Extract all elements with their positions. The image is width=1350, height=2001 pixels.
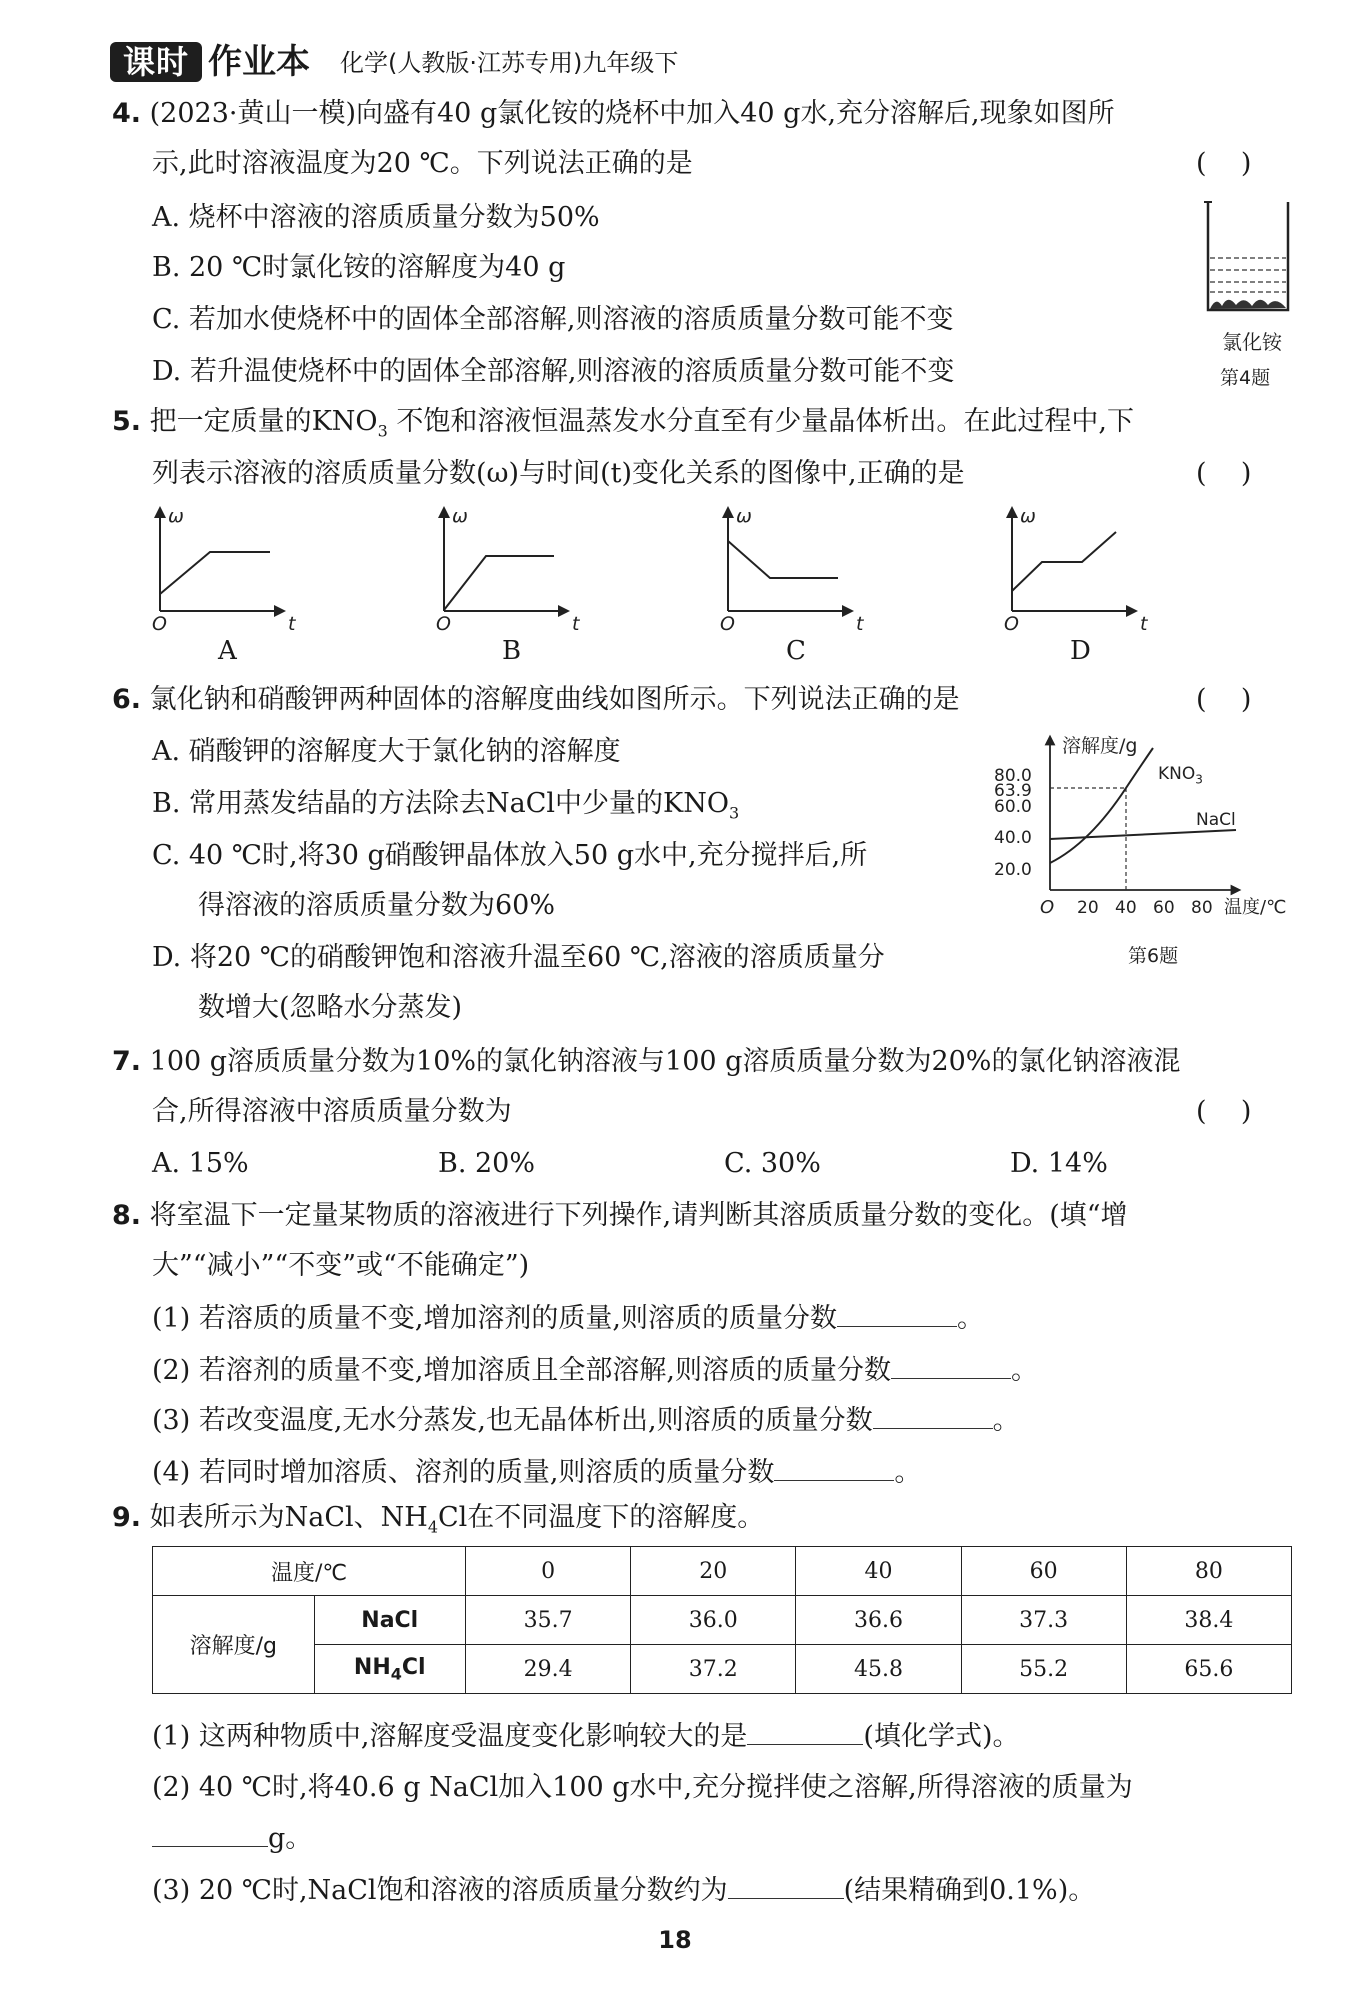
table-header-solubility: 溶解度/g (153, 1596, 315, 1694)
q4-answer-paren: ( ) (1196, 148, 1252, 179)
q9-blank-1[interactable] (747, 1718, 863, 1745)
q9-sub-3 (152, 1872, 1095, 1909)
page-number: 18 (658, 1926, 692, 1954)
q9-blank-2[interactable] (152, 1820, 268, 1847)
graph-a-x-label: t (288, 613, 296, 635)
beaker-figure (1202, 198, 1296, 318)
table-cell-nh4cl: 65.6 (1126, 1645, 1291, 1694)
q8-sub-2 (152, 1352, 1038, 1389)
q8-sub-4-text: (4) 若同时增加溶质、溶剂的质量,则溶质的质量分数 (152, 1457, 775, 1488)
q5-stem-1-sub: 3 (377, 421, 388, 441)
kno3-label (1158, 762, 1203, 791)
q4-stem-2: 示,此时溶液温度为20 ℃。下列说法正确的是 (152, 148, 693, 179)
q8-sub-4 (152, 1454, 921, 1491)
q9-stem-b: Cl在不同温度下的溶解度。 (438, 1502, 765, 1533)
q9-sub-2-cont (152, 1820, 312, 1857)
q4-stem-1: (2023·黄山一模)向盛有40 g氯化铵的烧杯中加入40 g水,充分溶解后,现象如图所 (149, 98, 1115, 129)
ytick-63-9: 63.9 (994, 781, 1032, 801)
kno3-label-text: KNO (1158, 764, 1196, 784)
q8-sub-3-end: 。 (992, 1405, 1020, 1436)
q9-sub-3-text: (3) 20 ℃时,NaCl饱和溶液的溶质质量分数约为 (152, 1875, 728, 1906)
q4-option-c: C. 若加水使烧杯中的固体全部溶解,则溶液的溶质质量分数可能不变 (152, 304, 954, 335)
table-cell-temp: 80 (1126, 1547, 1291, 1596)
q7-option-d: D. 14% (1010, 1148, 1108, 1179)
beaker-icon (1204, 202, 1288, 310)
graph-d-x-label: t (1140, 613, 1148, 635)
table-cell-temp: 60 (961, 1547, 1126, 1596)
chart-y-label: 溶解度/g (1062, 735, 1138, 757)
q4-figure-caption: 第4题 (1220, 367, 1271, 389)
chart-x-label: 温度/℃ (1224, 897, 1287, 918)
q5-answer-paren: ( ) (1196, 458, 1252, 489)
q7-option-a: A. 15% (152, 1148, 249, 1179)
q7-option-c: C. 30% (724, 1148, 821, 1179)
graph-c-y-label: ω (736, 505, 752, 527)
q4-option-a: A. 烧杯中溶液的溶质质量分数为50% (152, 202, 600, 233)
table-cell-nh4cl: 45.8 (796, 1645, 961, 1694)
ytick-80: 80.0 (994, 766, 1032, 786)
q7-stem-2: 合,所得溶液中溶质质量分数为 (152, 1096, 512, 1127)
q6-line1 (112, 682, 960, 718)
table-row-nacl (153, 1596, 1292, 1645)
q6-option-d-2: 数增大(忽略水分蒸发) (198, 992, 463, 1023)
xtick-20: 20 (1077, 898, 1099, 918)
ytick-60: 60.0 (994, 797, 1032, 817)
graph-b-x-label: t (572, 613, 580, 635)
table-cell-temp: 40 (796, 1547, 961, 1596)
graph-a-y-label: ω (168, 505, 184, 527)
nh4cl-b: Cl (401, 1654, 426, 1680)
q7-option-b: B. 20% (438, 1148, 536, 1179)
q9-stem-a: 如表所示为NaCl、NH (149, 1502, 428, 1533)
q9-sub-2: (2) 40 ℃时,将40.6 g NaCl加入100 g水中,充分搅拌使之溶解,所得溶液的质量为 (152, 1772, 1133, 1803)
q8-sub-2-text: (2) 若溶剂的质量不变,增加溶质且全部溶解,则溶质的质量分数 (152, 1355, 891, 1386)
q6-number: 6. (112, 684, 142, 715)
kno3-label-sub: 3 (1195, 772, 1203, 787)
table-label-nacl: NaCl (314, 1596, 465, 1645)
q6-stem: 氯化钠和硝酸钾两种固体的溶解度曲线如图所示。下列说法正确的是 (149, 684, 960, 715)
table-cell-temp: 20 (631, 1547, 796, 1596)
q5-line1 (112, 404, 1134, 449)
q8-blank-2[interactable] (891, 1352, 1011, 1379)
q8-sub-2-end: 。 (1011, 1355, 1038, 1386)
q8-sub-1 (152, 1300, 984, 1337)
q9-stem-sub: 4 (427, 1517, 439, 1537)
nh4cl-sub: 4 (390, 1664, 402, 1684)
q6-option-c-2: 得溶液的溶质质量分数为60% (198, 890, 556, 921)
q8-line1 (112, 1198, 1128, 1234)
graph-d-label: D (1070, 636, 1091, 666)
table-cell-nacl: 36.0 (631, 1596, 796, 1645)
q5-number: 5. (112, 406, 142, 437)
q8-sub-1-text: (1) 若溶质的质量不变,增加溶剂的质量,则溶质的质量分数 (152, 1303, 837, 1334)
graph-b-y-label: ω (452, 505, 468, 527)
xtick-40: 40 (1115, 898, 1137, 918)
q8-sub-3 (152, 1402, 1020, 1439)
graph-d-origin: O (1004, 613, 1019, 635)
q6-option-a: A. 硝酸钾的溶解度大于氯化钠的溶解度 (152, 736, 621, 767)
q5-stem-1a: 把一定质量的KNO (149, 406, 378, 437)
q8-blank-4[interactable] (774, 1454, 894, 1481)
table-cell-temp: 0 (466, 1547, 631, 1596)
q4-figure-label: 氯化铵 (1222, 330, 1282, 354)
graph-c-origin: O (720, 613, 735, 635)
q9-sub-3-end: (结果精确到0.1%)。 (843, 1875, 1096, 1906)
q7-number: 7. (112, 1046, 142, 1077)
graph-b-label: B (502, 636, 522, 666)
q8-number: 8. (112, 1200, 142, 1231)
q9-sub-2-end: g。 (268, 1823, 313, 1854)
q9-sub-1-text: (1) 这两种物质中,溶解度受温度变化影响较大的是 (152, 1721, 748, 1752)
table-row-nh4cl (153, 1645, 1292, 1694)
nh4cl-a: NH (353, 1654, 391, 1680)
q7-line1 (112, 1044, 1180, 1080)
q4-option-d: D. 若升温使烧杯中的固体全部溶解,则溶液的溶质质量分数可能不变 (152, 356, 955, 387)
q5-stem-2: 列表示溶液的溶质质量分数(ω)与时间(t)变化关系的图像中,正确的是 (152, 458, 965, 489)
xtick-80: 80 (1191, 898, 1213, 918)
table-cell-nacl: 38.4 (1126, 1596, 1291, 1645)
q8-sub-1-end: 。 (957, 1303, 984, 1334)
q8-sub-4-end: 。 (894, 1457, 922, 1488)
table-cell-nacl: 37.3 (961, 1596, 1126, 1645)
graph-a-label: A (218, 636, 237, 666)
book-subtitle: 化学(人教版·江苏专用)九年级下 (340, 49, 679, 77)
q4-number: 4. (112, 98, 142, 129)
q5-stem-1b: 不饱和溶液恒温蒸发水分直至有少量晶体析出。在此过程中,下 (396, 406, 1134, 437)
q6-option-d-1: D. 将20 ℃的硝酸钾饱和溶液升温至60 ℃,溶液的溶质质量分 (152, 942, 885, 973)
table-header-temp: 温度/℃ (153, 1547, 466, 1596)
q8-stem-2: 大”“减小”“不变”或“不能确定”) (152, 1250, 530, 1281)
kno3-curve (1050, 748, 1153, 863)
q8-blank-3[interactable] (873, 1402, 993, 1429)
graph-a-origin: O (152, 613, 167, 635)
q6-figure-caption: 第6题 (1128, 945, 1179, 967)
q6-option-b (152, 786, 739, 831)
graph-d-y-label: ω (1020, 505, 1036, 527)
q7-stem-1: 100 g溶质质量分数为10%的氯化钠溶液与100 g溶质质量分数为20%的氯化钠溶液混 (149, 1046, 1181, 1077)
xtick-60: 60 (1153, 898, 1175, 918)
q9-line1 (112, 1500, 764, 1545)
q6-option-b-text: B. 常用蒸发结晶的方法除去NaCl中少量的KNO (152, 788, 729, 819)
q4-option-b: B. 20 ℃时氯化铵的溶解度为40 g (152, 252, 566, 283)
table-label-nh4cl (314, 1645, 465, 1694)
q4-line1 (112, 96, 1115, 132)
table-cell-nacl: 35.7 (466, 1596, 631, 1645)
ytick-20: 20.0 (994, 860, 1032, 880)
q9-blank-3[interactable] (728, 1872, 844, 1899)
q9-sub-1-end: (填化学式)。 (863, 1721, 1020, 1752)
q8-sub-3-text: (3) 若改变温度,无水分蒸发,也无晶体析出,则溶质的质量分数 (152, 1405, 873, 1436)
graph-b-origin: O (436, 613, 451, 635)
graph-c-x-label: t (856, 613, 864, 635)
graph-c-label: C (786, 636, 806, 666)
q6-answer-paren: ( ) (1196, 684, 1252, 715)
q9-sub-1 (152, 1718, 1020, 1755)
nacl-label: NaCl (1196, 810, 1236, 830)
q8-blank-1[interactable] (837, 1300, 957, 1327)
table-cell-nh4cl: 29.4 (466, 1645, 631, 1694)
table-cell-nh4cl: 37.2 (631, 1645, 796, 1694)
q6-option-b-sub: 3 (728, 803, 740, 823)
book-title: 作业本 (208, 42, 310, 82)
q9-number: 9. (112, 1502, 142, 1533)
q7-answer-paren: ( ) (1196, 1096, 1252, 1127)
q6-option-c-1: C. 40 ℃时,将30 g硝酸钾晶体放入50 g水中,充分搅拌后,所 (152, 840, 868, 871)
logo-badge: 课时 (110, 42, 202, 82)
solubility-table (152, 1546, 1292, 1694)
table-row-temps (153, 1547, 1292, 1596)
chart-origin: O (1040, 897, 1055, 918)
q8-stem-1: 将室温下一定量某物质的溶液进行下列操作,请判断其溶质质量分数的变化。(填“增 (149, 1200, 1128, 1231)
table-cell-nh4cl: 55.2 (961, 1645, 1126, 1694)
table-cell-nacl: 36.6 (796, 1596, 961, 1645)
ytick-40: 40.0 (994, 828, 1032, 848)
